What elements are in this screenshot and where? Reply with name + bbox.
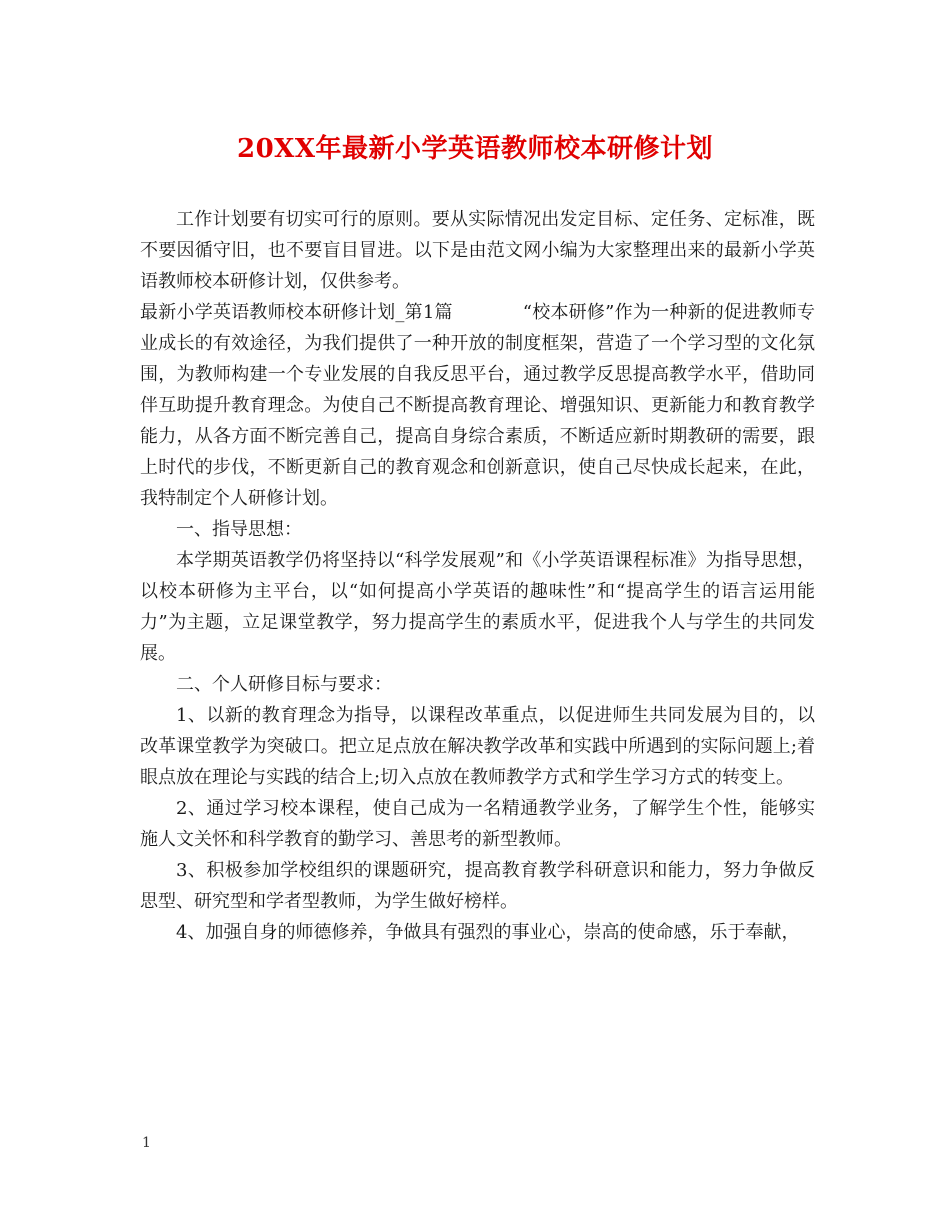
guiding-thought-paragraph: 本学期英语教学仍将坚持以“科学发展观”和《小学英语课程标准》为指导思想，以校本研修为主平台，以“如何提高小学英语的趣味性”和“提高学生的语言运用能力”为主题，立足课堂教学，努力提高学生的素质水平，促进我个人与学生的共同发展。 — [140, 550, 815, 664]
intro-paragraph: 工作计划要有切实可行的原则。要从实际情况出发定目标、定任务、定标准，既不要因循守旧，也不要盲目冒进。以下是由范文网小编为大家整理出来的最新小学英语教师校本研修计划，仅供参考。 — [140, 209, 815, 292]
chapter-paragraph — [140, 297, 815, 514]
chapter-text: “校本研修”作为一种新的促进教师专业成长的有效途径，为我们提供了一种开放的制度框架，营造了一个学习型的文化氛围，为教师构建一个专业发展的自我反思平台，通过教学反思提高教学水平，借助同伴互助提升教育理念。为使自己不断提高教育理论、增强知识、更新能力和教育教学能力，从各方面不断完善自己，提高自身综合素质，不断适应新时期教研的需要，跟上时代的步伐，不断更新自己的教育观念和创新意识，使自己尽快成长起来，在此，我特制定个人研修计划。 — [140, 302, 815, 509]
document-title: 20XX年最新小学英语教师校本研修计划 — [236, 134, 714, 164]
goal-item: 3、积极参加学校组织的课题研究，提高教育教学科研意识和能力，努力争做反思型、研究型和学者型教师，为学生做好榜样。 — [140, 860, 815, 912]
goal-item: 4、加强自身的师德修养，争做具有强烈的事业心，崇高的使命感，乐于奉献， — [176, 922, 800, 943]
chapter-label: 最新小学英语教师校本研修计划_第1篇 — [140, 302, 453, 323]
goal-item: 1、以新的教育理念为指导，以课程改革重点，以促进师生共同发展为目的，以改革课堂教学为突破口。把立足点放在解决教学改革和实践中所遇到的实际问题上;着眼点放在理论与实践的结合上;切入点放在教师教学方式和学生学习方式的转变上。 — [140, 705, 815, 788]
section-heading-guiding-thought: 一、指导思想： — [176, 519, 302, 540]
page-number: 1 — [142, 1135, 151, 1151]
section-heading-goals: 二、个人研修目标与要求： — [176, 674, 392, 695]
goal-item: 2、通过学习校本课程，使自己成为一名精通教学业务，了解学生个性，能够实施人文关怀和科学教育的勤学习、善思考的新型教师。 — [140, 798, 815, 850]
document-body — [140, 204, 815, 948]
